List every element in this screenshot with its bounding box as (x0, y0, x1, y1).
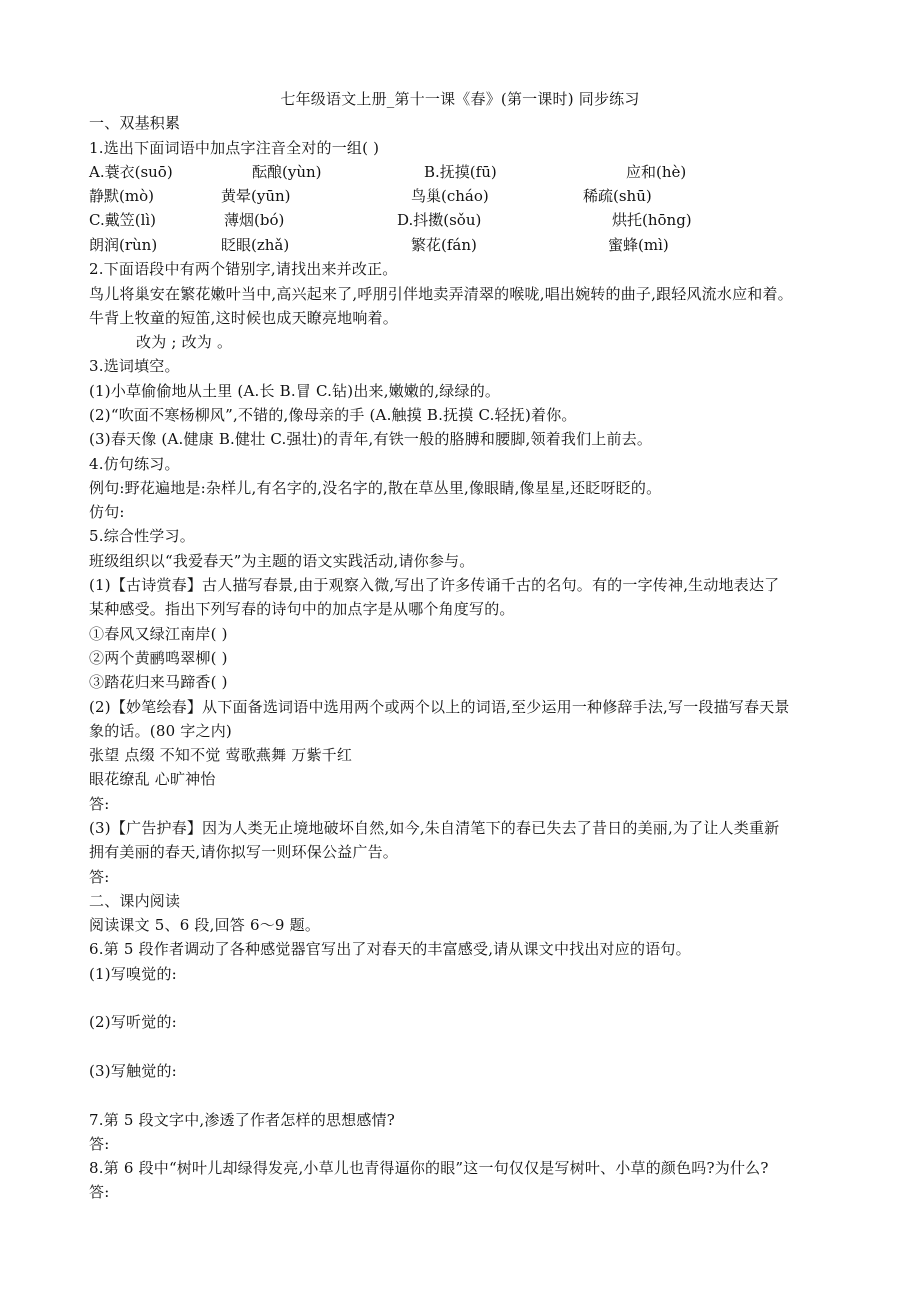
q5-part2-text: 象的话。(80 字之内) (89, 722, 232, 740)
q1-option-cell: 繁花(fán) (411, 236, 477, 254)
q5-poem-item: ①春风又绿江南岸( ) (89, 625, 228, 643)
q1-option-cell: 应和(hè) (626, 163, 687, 181)
q6-item: (1)写嗅觉的: (89, 965, 177, 983)
q1-option-cell: 酝酿(yùn) (252, 163, 322, 181)
q1-option-cell: C.戴笠(lì) (89, 211, 157, 229)
q5-part1-text: (1)【古诗赏春】古人描写春景,由于观察入微,写出了许多传诵千古的名句。有的一字传神,生动地表达了 (89, 576, 780, 594)
page-title: 七年级语文上册_第十一课《春》(第一课时) 同步练习 (280, 90, 640, 108)
q1-option-cell: 稀疏(shū) (583, 187, 652, 205)
q5-poem-item: ②两个黄鹂鸣翠柳( ) (89, 649, 228, 667)
q5-part3-answer-label: 答: (89, 868, 110, 886)
q5-part2-text: (2)【妙笔绘春】从下面备选词语中选用两个或两个以上的词语,至少运用一种修辞手法,写一段描写春天景 (89, 698, 790, 716)
q1-option-cell: 烘托(hōng) (612, 211, 692, 229)
q2-passage: 鸟儿将巢安在繁花嫩叶当中,高兴起来了,呼朋引伴地卖弄清翠的喉咙,唱出婉转的曲子,跟轻风流水应和着。 (89, 285, 793, 303)
question-4-stem: 4.仿句练习。 (89, 455, 180, 473)
q8-answer-label: 答: (89, 1183, 110, 1201)
q1-option-cell: B.抚摸(fū) (424, 163, 497, 181)
q5-word-bank: 张望 点缀 不知不觉 莺歌燕舞 万紫千红 (89, 746, 353, 764)
q3-item: (3)春天像 (A.健康 B.健壮 C.强壮)的青年,有铁一般的胳膊和腰脚,领着我们上前去。 (89, 430, 653, 448)
question-3-stem: 3.选词填空。 (89, 357, 180, 375)
q1-option-cell: 朗润(rùn) (89, 236, 158, 254)
q5-part1-text: 某种感受。指出下列写春的诗句中的加点字是从哪个角度写的。 (89, 600, 515, 618)
q5-part2-answer-label: 答: (89, 795, 110, 813)
q6-item: (2)写听觉的: (89, 1013, 177, 1031)
question-6-stem: 6.第 5 段作者调动了各种感觉器官写出了对春天的丰富感受,请从课文中找出对应的语句。 (89, 940, 691, 958)
question-2-stem: 2.下面语段中有两个错别字,请找出来并改正。 (89, 260, 398, 278)
q1-option-cell: 眨眼(zhǎ) (221, 236, 290, 254)
q1-option-cell: D.抖擞(sǒu) (397, 211, 482, 229)
q5-poem-item: ③踏花归来马蹄香( ) (89, 673, 228, 691)
question-5-stem: 5.综合性学习。 (89, 527, 195, 545)
question-8-stem: 8.第 6 段中“树叶儿却绿得发亮,小草儿也青得逼你的眼”这一句仅仅是写树叶、小草的颜色吗?为什么? (89, 1159, 769, 1177)
q5-intro: 班级组织以“我爱春天”为主题的语文实践活动,请你参与。 (89, 552, 475, 570)
question-1-stem: 1.选出下面词语中加点字注音全对的一组( ) (89, 139, 380, 157)
q1-option-cell: 蜜蜂(mì) (608, 236, 669, 254)
section-heading-2: 二、课内阅读 (89, 892, 181, 910)
q6-item: (3)写触觉的: (89, 1062, 177, 1080)
q2-passage: 牛背上牧童的短笛,这时候也成天瞭亮地响着。 (89, 309, 398, 327)
q1-option-cell: 黄晕(yūn) (221, 187, 291, 205)
q7-answer-label: 答: (89, 1135, 110, 1153)
q3-item: (1)小草偷偷地从土里 (A.长 B.冒 C.钻)出来,嫩嫩的,绿绿的。 (89, 382, 501, 400)
section2-intro: 阅读课文 5、6 段,回答 6～9 题。 (89, 916, 321, 934)
q1-option-cell: 鸟巢(cháo) (411, 187, 489, 205)
q4-example: 例句:野花遍地是:杂样儿,有名字的,没名字的,散在草丛里,像眼睛,像星星,还眨呀眨的。 (89, 479, 662, 497)
q4-answer-label: 仿句: (89, 503, 125, 521)
q2-answer-line: 改为 ; 改为 。 (136, 333, 233, 351)
q5-part3-text: (3)【广告护春】因为人类无止境地破坏自然,如今,朱自清笔下的春已失去了昔日的美丽,为了让人类重新 (89, 819, 780, 837)
q5-word-bank: 眼花缭乱 心旷神怡 (89, 770, 216, 788)
q3-item: (2)“吹面不寒杨柳风”,不错的,像母亲的手 (A.触摸 B.抚摸 C.轻抚)着你。 (89, 406, 577, 424)
q1-option-cell: 静默(mò) (89, 187, 154, 205)
question-7-stem: 7.第 5 段文字中,渗透了作者怎样的思想感情? (89, 1111, 396, 1129)
q1-option-cell: A.蓑衣(suō) (89, 163, 173, 181)
q1-option-cell: 薄烟(bó) (224, 211, 285, 229)
q5-part3-text: 拥有美丽的春天,请你拟写一则环保公益广告。 (89, 843, 398, 861)
section-heading-1: 一、双基积累 (89, 114, 181, 132)
